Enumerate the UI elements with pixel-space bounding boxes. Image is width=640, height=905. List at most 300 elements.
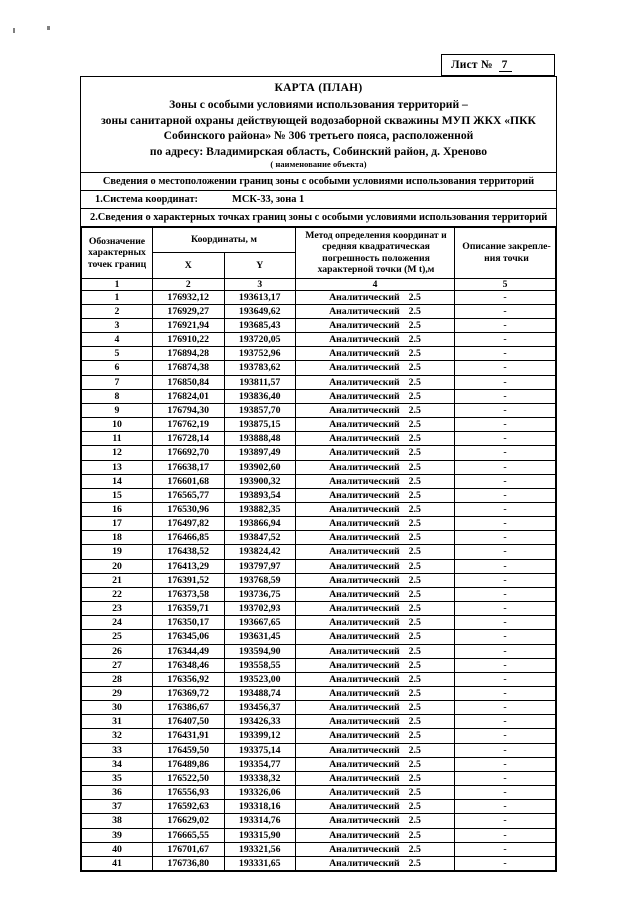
cell-point-number: 12 — [82, 446, 153, 460]
method-mt-value: 2.5 — [408, 659, 421, 671]
cell-coordinate-x: 176369,72 — [153, 687, 225, 701]
cell-point-number: 21 — [82, 573, 153, 587]
cell-description: - — [455, 517, 556, 531]
cell-method — [296, 842, 455, 856]
cell-point-number: 35 — [82, 771, 153, 785]
table-row — [82, 842, 556, 856]
cell-coordinate-x: 176407,50 — [153, 715, 225, 729]
method-name: Аналитический — [329, 673, 400, 685]
cell-coordinate-x: 176466,85 — [153, 531, 225, 545]
method-name: Аналитический — [329, 404, 400, 416]
cell-point-number: 11 — [82, 432, 153, 446]
cell-method — [296, 729, 455, 743]
table-row — [82, 488, 556, 502]
cell-description: - — [455, 658, 556, 672]
header-coordinates-group: Координаты, м — [153, 228, 296, 253]
cell-point-number: 28 — [82, 672, 153, 686]
cell-coordinate-y: 193318,16 — [224, 800, 296, 814]
cell-coordinate-y: 193752,96 — [224, 347, 296, 361]
cell-coordinate-x: 176356,92 — [153, 672, 225, 686]
table-row — [82, 418, 556, 432]
cell-coordinate-x: 176638,17 — [153, 460, 225, 474]
cell-coordinate-x: 176522,50 — [153, 771, 225, 785]
cell-method — [296, 701, 455, 715]
cell-coordinate-x: 176601,68 — [153, 474, 225, 488]
method-mt-value: 2.5 — [408, 334, 421, 346]
cell-point-number: 8 — [82, 389, 153, 403]
method-name: Аналитический — [329, 291, 400, 303]
cell-coordinate-y: 193702,93 — [224, 602, 296, 616]
cell-method — [296, 304, 455, 318]
method-name: Аналитический — [329, 688, 400, 699]
cell-method — [296, 460, 455, 474]
method-mt-value: 2.5 — [408, 787, 421, 799]
cell-method — [296, 786, 455, 800]
method-name: Аналитический — [329, 433, 400, 445]
cell-coordinate-y: 193857,70 — [224, 403, 296, 417]
cell-description: - — [455, 729, 556, 743]
cell-point-number: 29 — [82, 687, 153, 701]
table-row — [82, 389, 556, 403]
cell-method — [296, 687, 455, 701]
cell-description: - — [455, 602, 556, 616]
cell-point-number: 17 — [82, 517, 153, 531]
column-number-5: 5 — [455, 278, 556, 290]
method-name: Аналитический — [329, 702, 400, 714]
cell-coordinate-x: 176565,77 — [153, 488, 225, 502]
cell-method — [296, 403, 455, 417]
column-number-2: 2 — [153, 278, 225, 290]
method-name: Аналитический — [329, 518, 400, 530]
title-block — [81, 77, 556, 173]
table-row — [82, 517, 556, 531]
cell-coordinate-y: 193321,56 — [224, 842, 296, 856]
method-mt-value: 2.5 — [408, 390, 421, 402]
cell-coordinate-y: 193875,15 — [224, 418, 296, 432]
table-row — [82, 715, 556, 729]
cell-description: - — [455, 786, 556, 800]
cell-point-number: 24 — [82, 616, 153, 630]
title-subline-3: Собинского района» № 306 третьего пояса, расположенной — [163, 129, 474, 142]
method-mt-value: 2.5 — [408, 588, 421, 600]
method-mt-value: 2.5 — [408, 631, 421, 643]
cell-coordinate-x: 176762,19 — [153, 418, 225, 432]
sheet-number-box — [441, 54, 555, 76]
cell-coordinate-x: 176824,01 — [153, 389, 225, 403]
cell-point-number: 6 — [82, 361, 153, 375]
cell-point-number: 23 — [82, 602, 153, 616]
cell-point-number: 36 — [82, 786, 153, 800]
method-mt-value: 2.5 — [408, 772, 421, 784]
method-name: Аналитический — [329, 645, 400, 657]
cell-coordinate-x: 176373,58 — [153, 587, 225, 601]
cell-method — [296, 814, 455, 828]
method-mt-value: 2.5 — [408, 518, 421, 530]
cell-coordinate-y: 193631,45 — [224, 630, 296, 644]
cell-point-number: 38 — [82, 814, 153, 828]
cell-description: - — [455, 474, 556, 488]
cell-point-number: 30 — [82, 701, 153, 715]
method-mt-value: 2.5 — [408, 319, 421, 331]
method-name: Аналитический — [329, 772, 400, 784]
cell-method — [296, 290, 455, 304]
table-row — [82, 786, 556, 800]
cell-point-number: 40 — [82, 842, 153, 856]
cell-coordinate-y: 193594,90 — [224, 644, 296, 658]
cell-point-number: 10 — [82, 418, 153, 432]
title-subline-2: зоны санитарной охраны действующей водозаборной скважины МУП ЖКХ «ПКК — [101, 113, 536, 127]
table-row — [82, 729, 556, 743]
cell-coordinate-y: 193811,57 — [224, 375, 296, 389]
method-name: Аналитический — [329, 801, 400, 813]
cell-method — [296, 602, 455, 616]
method-name: Аналитический — [329, 758, 400, 770]
method-mt-value: 2.5 — [408, 532, 421, 544]
cell-coordinate-x: 176692,70 — [153, 446, 225, 460]
method-mt-value: 2.5 — [408, 673, 421, 685]
title-subline-4: по адресу: Владимирская область, Собинский район, д. Хреново — [149, 144, 488, 158]
header-designation: Обозначение характерных точек границ — [82, 228, 153, 279]
cell-coordinate-x: 176497,82 — [153, 517, 225, 531]
table-row — [82, 616, 556, 630]
table-row — [82, 743, 556, 757]
method-name: Аналитический — [329, 461, 400, 473]
header-method: Метод определения координат и средняя квадратическая погрешность положения характерной точки (M t),м — [296, 228, 455, 279]
cell-point-number: 25 — [82, 630, 153, 644]
cell-method — [296, 828, 455, 842]
method-mt-value: 2.5 — [408, 489, 421, 501]
table-row — [82, 502, 556, 516]
coordinate-system-value: МСК-33, зона 1 — [232, 194, 305, 205]
cell-coordinate-x: 176929,27 — [153, 304, 225, 318]
method-mt-value: 2.5 — [408, 404, 421, 416]
method-name: Аналитический — [329, 305, 400, 317]
cell-description: - — [455, 304, 556, 318]
table-row — [82, 333, 556, 347]
method-mt-value: 2.5 — [408, 447, 421, 459]
cell-method — [296, 658, 455, 672]
cell-method — [296, 559, 455, 573]
cell-description: - — [455, 800, 556, 814]
cell-point-number: 2 — [82, 304, 153, 318]
sheet-number-label: Лист № — [451, 59, 496, 71]
cell-method — [296, 545, 455, 559]
cell-method — [296, 856, 455, 870]
table-row — [82, 446, 556, 460]
cell-point-number: 3 — [82, 318, 153, 332]
header-description: Описание закрепле-ния точки — [455, 228, 556, 279]
sheet-number-value: 7 — [499, 59, 512, 72]
method-mt-value: 2.5 — [408, 702, 421, 714]
method-mt-value: 2.5 — [408, 362, 421, 374]
cell-coordinate-x: 176438,52 — [153, 545, 225, 559]
cell-coordinate-y: 193824,42 — [224, 545, 296, 559]
method-mt-value: 2.5 — [408, 688, 421, 699]
method-mt-value: 2.5 — [408, 603, 421, 615]
table-row — [82, 587, 556, 601]
cell-coordinate-y: 193326,06 — [224, 786, 296, 800]
method-mt-value: 2.5 — [408, 617, 421, 629]
cell-coordinate-x: 176413,29 — [153, 559, 225, 573]
cell-coordinate-y: 193613,17 — [224, 290, 296, 304]
cell-method — [296, 418, 455, 432]
method-name: Аналитический — [329, 617, 400, 629]
location-info-heading: Сведения о местоположении границ зоны с особыми условиями использования территорий — [81, 173, 556, 191]
cell-coordinate-y: 193649,62 — [224, 304, 296, 318]
cell-coordinate-x: 176350,17 — [153, 616, 225, 630]
cell-coordinate-y: 193882,35 — [224, 502, 296, 516]
cell-coordinate-y: 193399,12 — [224, 729, 296, 743]
table-row — [82, 701, 556, 715]
method-mt-value: 2.5 — [408, 829, 421, 841]
cell-coordinate-y: 193897,49 — [224, 446, 296, 460]
method-name: Аналитический — [329, 503, 400, 515]
cell-coordinate-x: 176910,22 — [153, 333, 225, 347]
cell-method — [296, 446, 455, 460]
cell-description: - — [455, 616, 556, 630]
method-name: Аналитический — [329, 787, 400, 799]
method-name: Аналитический — [329, 560, 400, 572]
cell-point-number: 5 — [82, 347, 153, 361]
cell-description: - — [455, 347, 556, 361]
table-row — [82, 347, 556, 361]
method-mt-value: 2.5 — [408, 503, 421, 515]
cell-description: - — [455, 318, 556, 332]
cell-coordinate-y: 193836,40 — [224, 389, 296, 403]
cell-point-number: 22 — [82, 587, 153, 601]
cell-coordinate-x: 176850,84 — [153, 375, 225, 389]
method-name: Аналитический — [329, 376, 400, 388]
method-mt-value: 2.5 — [408, 291, 421, 303]
column-numbering-row — [82, 278, 556, 290]
method-mt-value: 2.5 — [408, 305, 421, 317]
cell-coordinate-y: 193866,94 — [224, 517, 296, 531]
method-mt-value: 2.5 — [408, 419, 421, 431]
header-y: Y — [224, 253, 296, 278]
cell-coordinate-y: 193314,76 — [224, 814, 296, 828]
cell-coordinate-y: 193338,32 — [224, 771, 296, 785]
cell-description: - — [455, 743, 556, 757]
coordinate-system-label: 1.Система координат: — [95, 194, 199, 205]
method-name: Аналитический — [329, 588, 400, 600]
table-row — [82, 814, 556, 828]
method-name: Аналитический — [329, 419, 400, 431]
method-name: Аналитический — [329, 546, 400, 558]
method-mt-value: 2.5 — [408, 815, 421, 827]
cell-coordinate-y: 193523,00 — [224, 672, 296, 686]
cell-point-number: 16 — [82, 502, 153, 516]
cell-point-number: 7 — [82, 375, 153, 389]
cell-description: - — [455, 715, 556, 729]
cell-coordinate-x: 176530,96 — [153, 502, 225, 516]
method-mt-value: 2.5 — [408, 857, 421, 869]
cell-method — [296, 389, 455, 403]
cell-point-number: 37 — [82, 800, 153, 814]
cell-description: - — [455, 375, 556, 389]
cell-coordinate-y: 193736,75 — [224, 587, 296, 601]
cell-description: - — [455, 587, 556, 601]
cell-method — [296, 715, 455, 729]
cell-point-number: 15 — [82, 488, 153, 502]
cell-method — [296, 375, 455, 389]
cell-coordinate-y: 193667,65 — [224, 616, 296, 630]
method-mt-value: 2.5 — [408, 645, 421, 657]
cell-coordinate-y: 193375,14 — [224, 743, 296, 757]
table-row — [82, 856, 556, 870]
cell-method — [296, 474, 455, 488]
cell-coordinate-x: 176728,14 — [153, 432, 225, 446]
cell-point-number: 18 — [82, 531, 153, 545]
table-row — [82, 757, 556, 771]
method-name: Аналитический — [329, 815, 400, 827]
method-mt-value: 2.5 — [408, 560, 421, 572]
cell-description: - — [455, 488, 556, 502]
cell-description: - — [455, 842, 556, 856]
cell-description: - — [455, 701, 556, 715]
method-name: Аналитический — [329, 334, 400, 346]
page-title: КАРТА (ПЛАН) — [274, 82, 363, 94]
cell-method — [296, 672, 455, 686]
cell-coordinate-x: 176386,67 — [153, 701, 225, 715]
table-row — [82, 460, 556, 474]
method-mt-value: 2.5 — [408, 801, 421, 813]
cell-description: - — [455, 573, 556, 587]
cell-description: - — [455, 290, 556, 304]
cell-description: - — [455, 432, 556, 446]
cell-method — [296, 517, 455, 531]
method-name: Аналитический — [329, 362, 400, 374]
cell-point-number: 33 — [82, 743, 153, 757]
cell-description: - — [455, 545, 556, 559]
cell-coordinate-x: 176459,50 — [153, 743, 225, 757]
cell-method — [296, 616, 455, 630]
title-subline-1: Зоны с особыми условиями использования территорий – — [169, 98, 468, 111]
cell-coordinate-y: 193354,77 — [224, 757, 296, 771]
method-name: Аналитический — [329, 447, 400, 459]
cell-coordinate-x: 176894,28 — [153, 347, 225, 361]
cell-point-number: 41 — [82, 856, 153, 870]
cell-coordinate-x: 176431,91 — [153, 729, 225, 743]
table-row — [82, 800, 556, 814]
table-row — [82, 361, 556, 375]
cell-point-number: 14 — [82, 474, 153, 488]
method-name: Аналитический — [329, 716, 400, 728]
table-row — [82, 403, 556, 417]
method-mt-value: 2.5 — [408, 376, 421, 388]
column-number-3: 3 — [224, 278, 296, 290]
cell-method — [296, 587, 455, 601]
table-row — [82, 672, 556, 686]
cell-coordinate-y: 193768,59 — [224, 573, 296, 587]
method-name: Аналитический — [329, 319, 400, 331]
cell-coordinate-x: 176345,06 — [153, 630, 225, 644]
method-name: Аналитический — [329, 631, 400, 643]
cell-coordinate-x: 176665,55 — [153, 828, 225, 842]
method-mt-value: 2.5 — [408, 730, 421, 742]
method-name: Аналитический — [329, 659, 400, 671]
method-name: Аналитический — [329, 475, 400, 487]
cell-coordinate-y: 193893,54 — [224, 488, 296, 502]
cell-point-number: 27 — [82, 658, 153, 672]
table-row — [82, 644, 556, 658]
table-row — [82, 474, 556, 488]
cell-coordinate-y: 193315,90 — [224, 828, 296, 842]
cell-coordinate-x: 176701,67 — [153, 842, 225, 856]
cell-method — [296, 531, 455, 545]
cell-coordinate-x: 176489,86 — [153, 757, 225, 771]
cell-method — [296, 573, 455, 587]
cell-description: - — [455, 361, 556, 375]
cell-point-number: 20 — [82, 559, 153, 573]
table-row — [82, 531, 556, 545]
column-number-1: 1 — [82, 278, 153, 290]
method-name: Аналитический — [329, 390, 400, 402]
cell-description: - — [455, 559, 556, 573]
cell-coordinate-x: 176794,30 — [153, 403, 225, 417]
cell-method — [296, 432, 455, 446]
cell-coordinate-x: 176874,38 — [153, 361, 225, 375]
cell-point-number: 39 — [82, 828, 153, 842]
cell-method — [296, 630, 455, 644]
table-row — [82, 290, 556, 304]
cell-description: - — [455, 814, 556, 828]
cell-method — [296, 502, 455, 516]
cell-method — [296, 771, 455, 785]
cell-point-number: 26 — [82, 644, 153, 658]
cell-description: - — [455, 828, 556, 842]
cell-point-number: 4 — [82, 333, 153, 347]
cell-description: - — [455, 531, 556, 545]
cell-coordinate-y: 193783,62 — [224, 361, 296, 375]
cell-coordinate-y: 193847,52 — [224, 531, 296, 545]
cell-coordinate-y: 193426,33 — [224, 715, 296, 729]
method-name: Аналитический — [329, 829, 400, 841]
cell-coordinate-y: 193797,97 — [224, 559, 296, 573]
cell-point-number: 9 — [82, 403, 153, 417]
table-body — [82, 290, 556, 870]
coordinate-system-row — [81, 191, 556, 209]
document-frame — [80, 76, 557, 872]
header-x: X — [153, 253, 225, 278]
cell-coordinate-x: 176359,71 — [153, 602, 225, 616]
method-name: Аналитический — [329, 730, 400, 742]
cell-method — [296, 644, 455, 658]
cell-coordinate-y: 193902,60 — [224, 460, 296, 474]
cell-coordinate-x: 176932,12 — [153, 290, 225, 304]
cell-method — [296, 743, 455, 757]
method-mt-value: 2.5 — [408, 716, 421, 728]
method-name: Аналитический — [329, 348, 400, 360]
method-mt-value: 2.5 — [408, 758, 421, 770]
table-head — [82, 228, 556, 291]
cell-description: - — [455, 757, 556, 771]
cell-coordinate-x: 176736,80 — [153, 856, 225, 870]
cell-method — [296, 333, 455, 347]
points-info-heading: 2.Сведения о характерных точках границ зоны с особыми условиями использования территорий — [81, 209, 556, 227]
table-header-row — [82, 228, 556, 253]
cell-description: - — [455, 460, 556, 474]
table-row — [82, 559, 556, 573]
method-mt-value: 2.5 — [408, 744, 421, 756]
method-name: Аналитический — [329, 744, 400, 756]
cell-description: - — [455, 389, 556, 403]
cell-coordinate-y: 193720,05 — [224, 333, 296, 347]
cell-coordinate-y: 193488,74 — [224, 687, 296, 701]
table-row — [82, 602, 556, 616]
table-row — [82, 375, 556, 389]
cell-method — [296, 800, 455, 814]
cell-coordinate-y: 193900,32 — [224, 474, 296, 488]
